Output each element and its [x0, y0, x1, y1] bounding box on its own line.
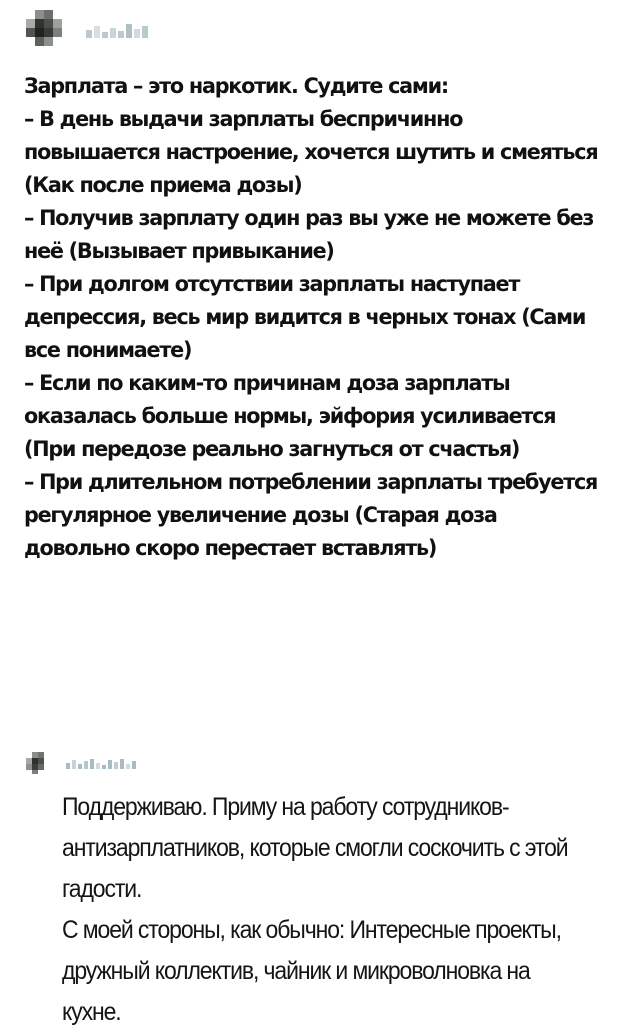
post-header	[26, 8, 148, 48]
post-paragraph: Зарплата – это наркотик. Судите сами:	[24, 74, 448, 99]
post-paragraph: – Если по каким-то причинам доза зарплаты оказалась больше нормы, эйфория усиливается (При передозе реально загнуться от счастья)	[24, 371, 556, 462]
post-author-name-redacted[interactable]	[86, 18, 148, 38]
post-paragraph: – При долгом отсутствии зарплаты наступает депрессия, весь мир видится в черных тонах (Сами все понимаете)	[24, 272, 586, 363]
comment-paragraph: Поддерживаю. Приму на работу сотрудников-антизарплатников, которые смогли соскочить с этой гадости.	[62, 793, 568, 903]
post-paragraph: – При длительном потреблении зарплаты требуется регулярное увеличение дозы (Старая доза довольно скоро перестает вставлять)	[24, 470, 598, 561]
comment-author-avatar[interactable]	[26, 752, 48, 774]
comment-author-name-redacted[interactable]	[66, 757, 136, 769]
post-text	[24, 70, 600, 565]
comment-header	[26, 750, 136, 776]
post-paragraph: – Получив зарплату один раз вы уже не можете без неё (Вызывает привыкание)	[24, 206, 594, 264]
comment-text	[62, 787, 586, 1033]
post-paragraph: – В день выдачи зарплаты беспричинно повышается настроение, хочется шутить и смеяться (Как после приема дозы)	[24, 107, 598, 198]
post-author-avatar[interactable]	[26, 10, 62, 46]
comment-paragraph: С моей стороны, как обычно: Интересные проекты, дружный коллектив, чайник и микроволновка на кухне.	[62, 916, 561, 1026]
